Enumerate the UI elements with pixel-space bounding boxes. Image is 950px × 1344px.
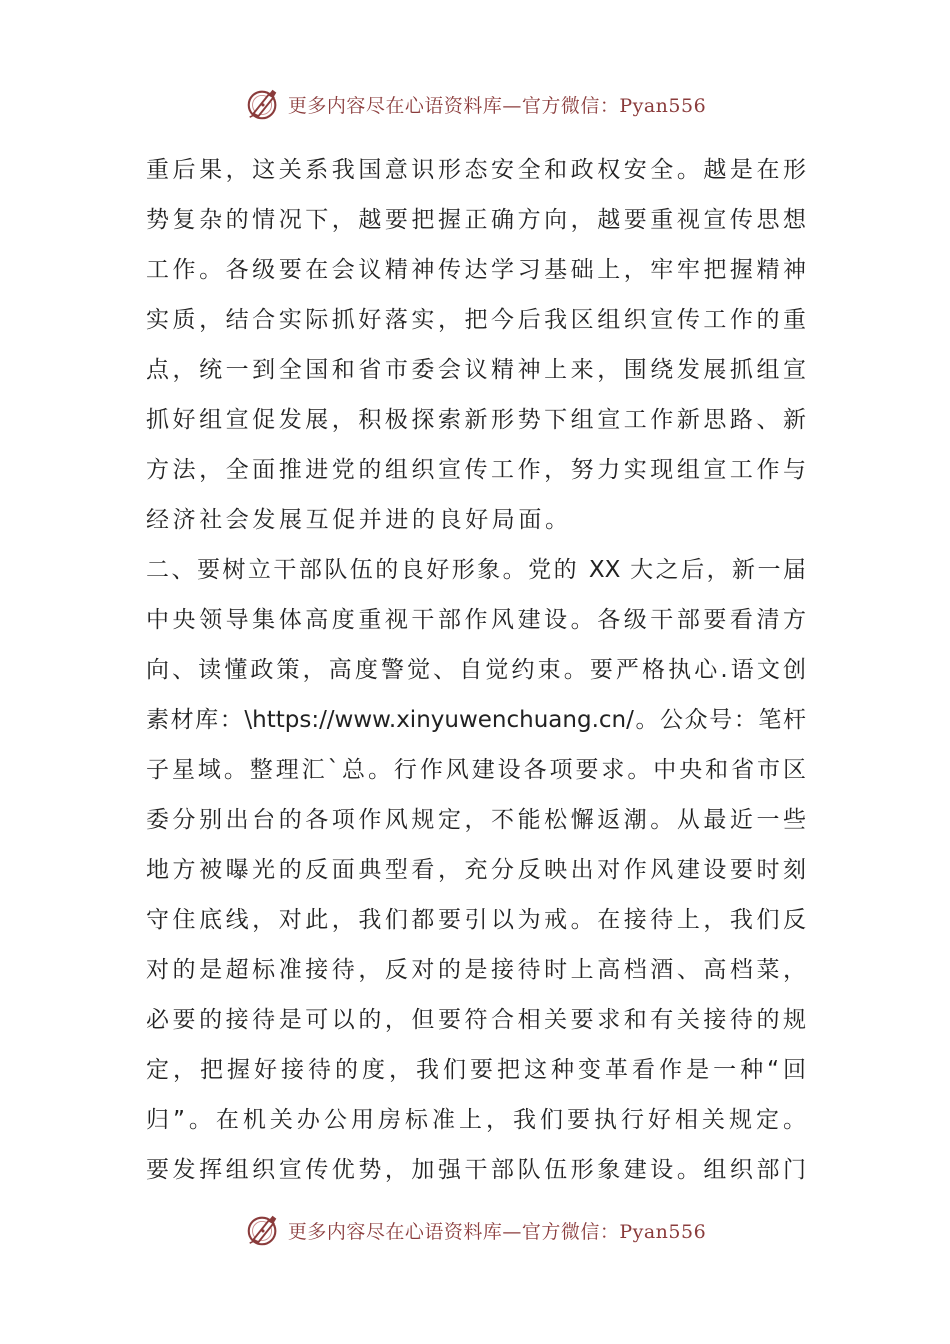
header-banner [0, 84, 950, 124]
body-line: 工作。各级要在会议精神传达学习基础上，牢牢把握精神 [146, 257, 806, 283]
body-line: 归”。在机关办公用房标准上，我们要执行好相关规定。 [146, 1107, 806, 1133]
body-line: 实质，结合实际抓好落实，把今后我区组织宣传工作的重 [146, 307, 806, 333]
body-line: 守住底线，对此，我们都要引以为戒。在接待上，我们反 [146, 907, 806, 933]
body-line-url: 素材库：\https://www.xinyuwenchuang.cn/。公众号：笔杆 [146, 707, 806, 733]
body-line: 抓好组宣促发展，积极探索新形势下组宣工作新思路、新 [146, 407, 806, 433]
body-line-paragraph-end: 经济社会发展互促并进的良好局面。 [146, 507, 572, 533]
body-line-section-heading: 二、要树立干部队伍的良好形象。党的 XX 大之后，新一届 [146, 557, 806, 583]
body-line: 向、读懂政策，高度警觉、自觉约束。要严格执心.语文创 [146, 657, 806, 683]
body-line: 子星域。整理汇`总。行作风建设各项要求。中央和省市区 [146, 757, 806, 783]
body-line: 地方被曝光的反面典型看，充分反映出对作风建设要时刻 [146, 857, 806, 883]
document-body [146, 145, 806, 1195]
pen-nib-logo-icon [244, 85, 282, 123]
pen-nib-logo-icon [244, 1211, 282, 1249]
body-line: 重后果，这关系我国意识形态安全和政权安全。越是在形 [146, 157, 806, 183]
body-line: 方法，全面推进党的组织宣传工作，努力实现组宣工作与 [146, 457, 806, 483]
header-banner-text: 更多内容尽在心语资料库—官方微信：Pyan556 [287, 94, 707, 117]
body-line: 中央领导集体高度重视干部作风建设。各级干部要看清方 [146, 607, 806, 633]
body-line: 要发挥组织宣传优势，加强干部队伍形象建设。组织部门 [146, 1157, 806, 1183]
body-line: 定，把握好接待的度，我们要把这种变革看作是一种“回 [146, 1057, 806, 1083]
body-line: 点，统一到全国和省市委会议精神上来，围绕发展抓组宣 [146, 357, 806, 383]
body-line: 对的是超标准接待，反对的是接待时上高档酒、高档菜， [146, 957, 806, 983]
footer-banner-text: 更多内容尽在心语资料库—官方微信：Pyan556 [287, 1220, 707, 1243]
body-line: 委分别出台的各项作风规定，不能松懈返潮。从最近一些 [146, 807, 806, 833]
footer-banner [0, 1210, 950, 1250]
body-line: 必要的接待是可以的，但要符合相关要求和有关接待的规 [146, 1007, 806, 1033]
body-line: 势复杂的情况下，越要把握正确方向，越要重视宣传思想 [146, 207, 806, 233]
